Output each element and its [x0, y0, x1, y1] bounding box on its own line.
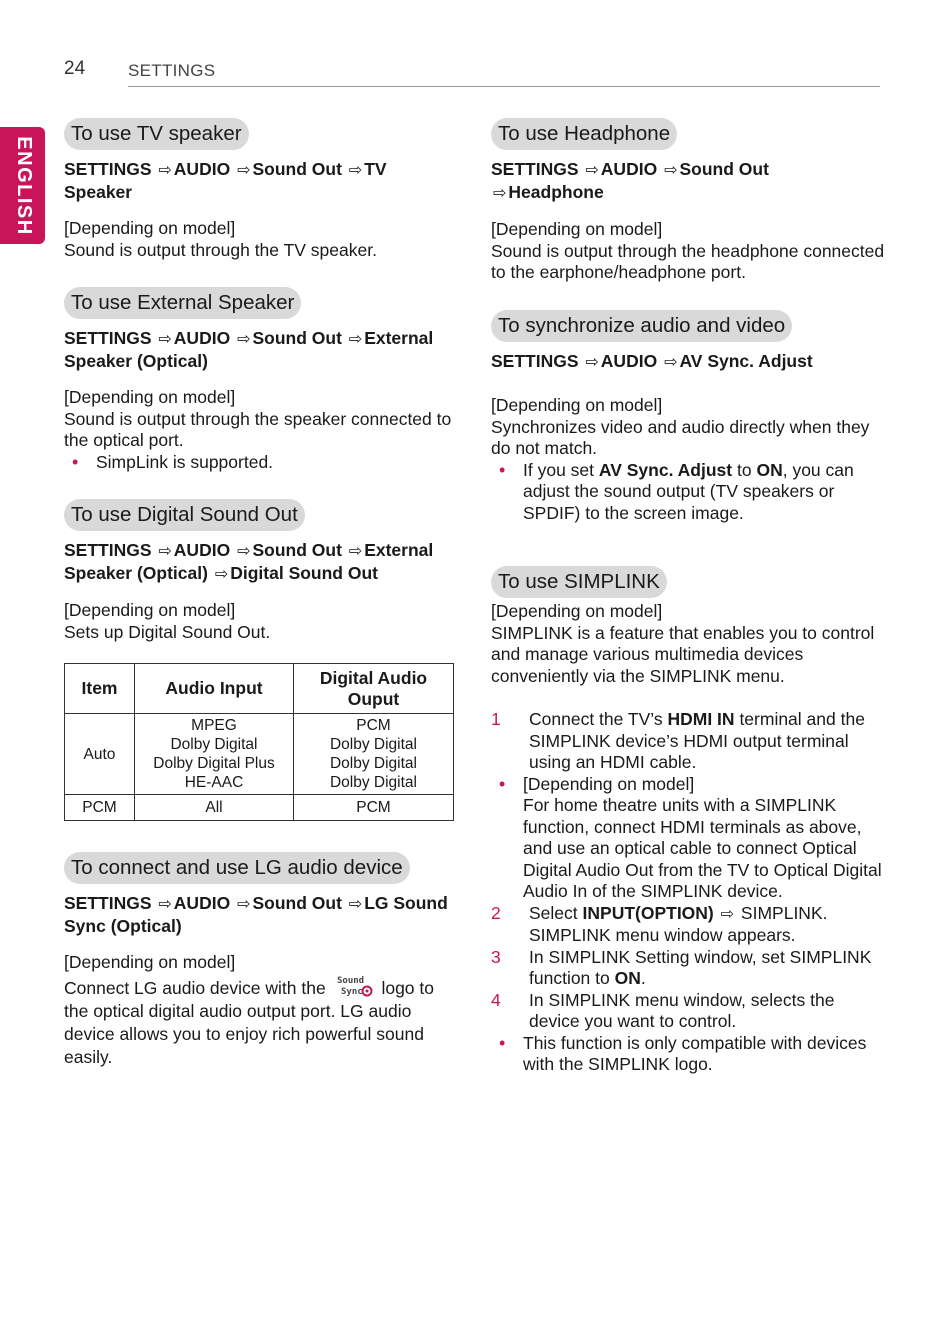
language-tab — [0, 127, 45, 244]
arrow-icon: ⇨ — [664, 353, 678, 371]
digital-sound-table — [64, 663, 454, 821]
arrow-icon: ⇨ — [158, 331, 172, 348]
arrow-icon: ⇨ — [348, 162, 363, 179]
bullet-list — [491, 774, 885, 903]
arrow-icon: ⇨ — [214, 565, 229, 583]
bullet-item: • SimpLink is supported. — [64, 452, 456, 474]
description: SIMPLINK is a feature that enables you to control and manage various multimedia devices conveniently via the SIMPLINK menu. — [491, 622, 875, 686]
section-simplink — [491, 566, 885, 1076]
step-number: 4 — [491, 989, 501, 1010]
description: Sets up Digital Sound Out. — [64, 621, 271, 642]
arrow-icon: ⇨ — [158, 896, 172, 913]
table-row — [65, 714, 454, 795]
bullet-list — [491, 1033, 885, 1076]
table-row — [65, 795, 454, 821]
table-header-row — [65, 664, 454, 714]
language-label: ENGLISH — [12, 135, 35, 236]
section-tv-speaker — [64, 118, 456, 261]
table-cell-outputs: PCM Dolby Digital Dolby Digital Dolby Digital — [294, 714, 454, 795]
section-lg-audio-device — [64, 852, 456, 1069]
menu-path: SETTINGS ⇨ AUDIO ⇨ Sound Out ⇨ TV Speaker — [64, 159, 387, 202]
arrow-icon: ⇨ — [585, 162, 599, 179]
bullet-list — [491, 460, 885, 525]
step-number: 2 — [491, 902, 501, 923]
page-number: 24 — [64, 58, 86, 79]
menu-path: SETTINGS ⇨ AUDIO ⇨ Sound Out ⇨ External Speaker (Optical) — [64, 328, 434, 371]
table-cell-outputs: PCM — [294, 795, 454, 821]
section-av-sync — [491, 310, 885, 525]
table-cell-inputs: MPEG Dolby Digital Dolby Digital Plus HE-AAC — [135, 714, 294, 795]
menu-path: SETTINGS ⇨ AUDIO ⇨ Sound Out ⇨ External Speaker (Optical) ⇨ Digital Sound Out — [64, 540, 434, 583]
section-title: To use SIMPLINK — [491, 566, 667, 598]
arrow-icon: ⇨ — [237, 543, 251, 560]
arrow-icon: ⇨ — [348, 896, 363, 913]
model-note: [Depending on model] — [64, 952, 236, 972]
step-number: 1 — [491, 709, 501, 729]
bullet-item: • [Depending on model] For home theatre units with a SIMPLINK function, connect HDMI terminals as above, and use an optical cable to connect Optical Digital Audio Out from the TV to Optical Digital Audio In of the SIMPLINK device. — [491, 774, 885, 903]
arrow-icon: ⇨ — [237, 162, 251, 179]
model-note: [Depending on model] — [64, 600, 236, 620]
bullet-list — [64, 452, 456, 474]
section-title: To use Digital Sound Out — [64, 499, 305, 531]
arrow-icon: ⇨ — [585, 353, 599, 371]
section-title: To use External Speaker — [64, 287, 301, 319]
arrow-icon: ⇨ — [158, 162, 172, 179]
menu-path: SETTINGS ⇨ AUDIO ⇨ Sound Out ⇨ LG Sound Sync (Optical) — [64, 893, 448, 936]
table-header: Digital Audio Ouput — [294, 664, 454, 714]
steps-list — [491, 709, 885, 774]
arrow-icon: ⇨ — [493, 184, 507, 202]
table-cell-inputs: All — [135, 795, 294, 821]
description: Synchronizes video and audio directly when they do not match. — [491, 416, 870, 458]
logo-text-sync: Sync — [340, 986, 363, 997]
description: Sound is output through the headphone connected to the earphone/headphone port. — [491, 240, 885, 282]
bullet-item: • If you set AV Sync. Adjust to ON, you can adjust the sound output (TV speakers or SPDIF) to the screen image. — [491, 460, 885, 525]
model-note: [Depending on model] — [491, 395, 663, 415]
step-item: 1 Connect the TV’s HDMI IN terminal and the SIMPLINK device’s HDMI output terminal using an HDMI cable. — [491, 709, 865, 772]
menu-path: SETTINGS ⇨ AUDIO ⇨ AV Sync. Adjust — [491, 350, 813, 371]
arrow-icon: ⇨ — [237, 896, 251, 913]
menu-path: SETTINGS ⇨ AUDIO ⇨ Sound Out ⇨ Headphone — [491, 159, 769, 202]
arrow-icon: ⇨ — [664, 162, 678, 179]
arrow-icon: ⇨ — [720, 905, 735, 923]
section-title: To use Headphone — [491, 118, 677, 150]
section-title: To synchronize audio and video — [491, 310, 792, 342]
section-external-speaker — [64, 287, 456, 473]
description: Sound is output through the TV speaker. — [64, 239, 377, 260]
header-rule — [128, 86, 880, 87]
description: Sound is output through the speaker connected to the optical port. — [64, 408, 452, 450]
table-cell-item: Auto — [65, 714, 135, 795]
step-item: 3 In SIMPLINK Setting window, set SIMPLINK function to ON. — [491, 946, 872, 988]
description: Connect LG audio device with the Sound Sync logo to the optical digital audio output port. LG audio device allows you to enjoy rich powerful sound easily. — [64, 975, 434, 1067]
model-note: [Depending on model] — [491, 219, 663, 239]
model-note: [Depending on model] — [64, 387, 236, 407]
header-section-title: SETTINGS — [128, 61, 216, 80]
table-header: Audio Input — [135, 664, 294, 714]
arrow-icon: ⇨ — [348, 543, 363, 560]
logo-text-sound: Sound — [336, 975, 364, 986]
bullet-item: • This function is only compatible with devices with the SIMPLINK logo. — [491, 1033, 885, 1076]
arrow-icon: ⇨ — [348, 331, 363, 348]
section-headphone — [491, 118, 885, 284]
model-note: [Depending on model] — [491, 601, 663, 621]
model-note: [Depending on model] — [64, 218, 236, 238]
table-cell-item: PCM — [65, 795, 135, 821]
steps-list — [491, 903, 885, 1033]
sound-sync-logo-icon — [335, 974, 373, 998]
arrow-icon: ⇨ — [158, 543, 172, 560]
section-digital-sound-out — [64, 499, 456, 821]
section-title: To connect and use LG audio device — [64, 852, 410, 884]
section-title: To use TV speaker — [64, 118, 249, 150]
arrow-icon: ⇨ — [237, 331, 251, 348]
left-column — [64, 118, 456, 1095]
step-number: 3 — [491, 946, 501, 967]
step-item: 4 In SIMPLINK menu window, selects the device you want to control. — [491, 989, 835, 1031]
step-item: 2 Select INPUT(OPTION) ⇨ SIMPLINK. SIMPLINK menu window appears. — [491, 902, 828, 945]
table-header: Item — [65, 664, 135, 714]
right-column — [491, 118, 885, 1102]
